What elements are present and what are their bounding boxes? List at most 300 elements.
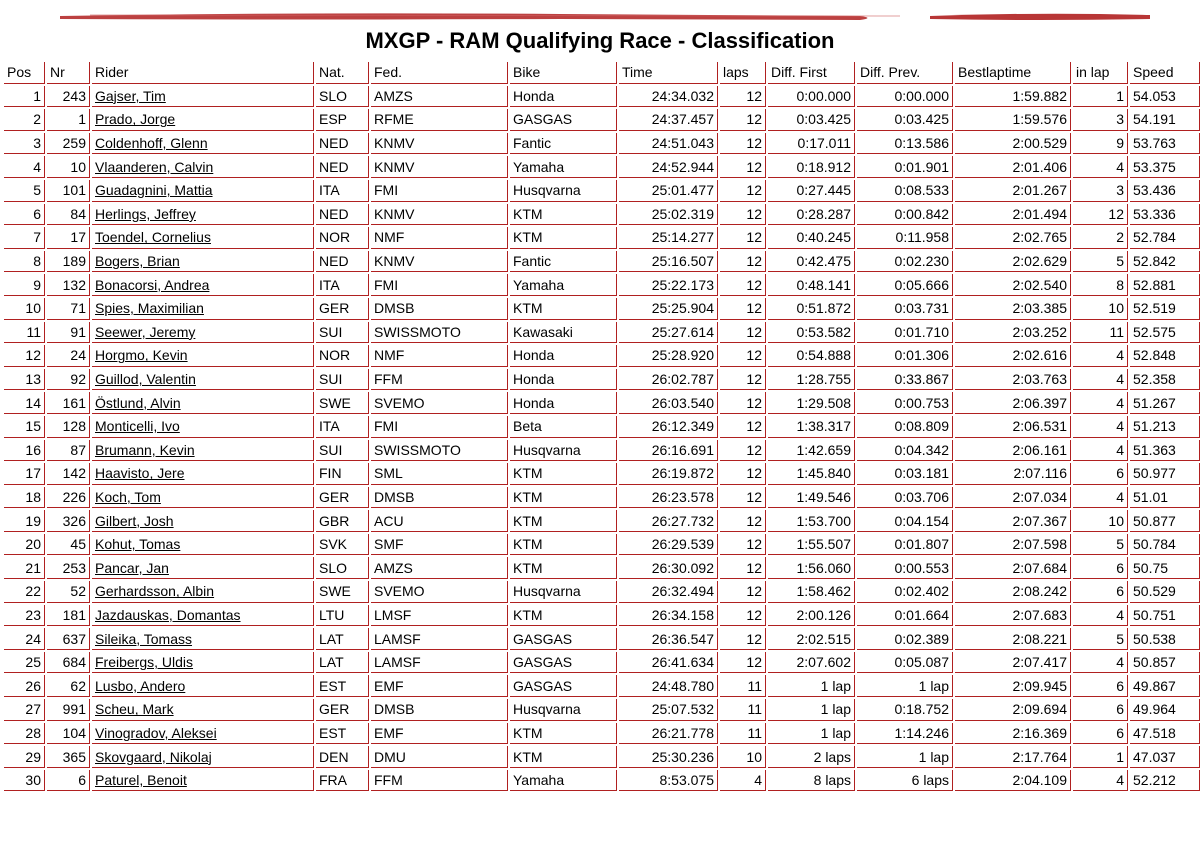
rider-cell xyxy=(92,251,314,273)
diff-prev-cell: 0:08.809 xyxy=(857,416,953,438)
bike-cell: Husqvarna xyxy=(510,581,617,603)
nr-cell: 181 xyxy=(47,605,90,627)
table-row xyxy=(4,605,1200,627)
bestlaptime-cell: 2:03.385 xyxy=(955,298,1071,320)
rider-link[interactable]: Skovgaard, Nikolaj xyxy=(95,748,212,765)
diff-prev-cell: 0:03.181 xyxy=(857,463,953,485)
rider-cell xyxy=(92,605,314,627)
diff-prev-cell: 0:00.553 xyxy=(857,557,953,579)
rider-cell xyxy=(92,628,314,650)
table-row xyxy=(4,369,1200,391)
rider-link[interactable]: Haavisto, Jere xyxy=(95,465,185,482)
fed-cell: SVEMO xyxy=(371,581,508,603)
rider-link[interactable]: Monticelli, Ivo xyxy=(95,418,180,435)
diff-first-cell: 1 lap xyxy=(768,699,855,721)
rider-link[interactable]: Bonacorsi, Andrea xyxy=(95,276,210,293)
diff-first-cell: 1:38.317 xyxy=(768,416,855,438)
fed-cell: LMSF xyxy=(371,605,508,627)
bestlaptime-cell: 2:07.417 xyxy=(955,652,1071,674)
rider-link[interactable]: Seewer, Jeremy xyxy=(95,323,196,340)
in-lap-cell: 5 xyxy=(1073,628,1128,650)
speed-cell: 52.848 xyxy=(1130,345,1200,367)
rider-link[interactable]: Prado, Jorge xyxy=(95,111,176,128)
diff-prev-cell: 0:01.664 xyxy=(857,605,953,627)
fed-cell: EMF xyxy=(371,723,508,745)
in-lap-cell: 4 xyxy=(1073,487,1128,509)
nr-cell: 6 xyxy=(47,770,90,792)
fed-cell: DMSB xyxy=(371,298,508,320)
rider-cell xyxy=(92,770,314,792)
rider-link[interactable]: Jazdauskas, Domantas xyxy=(95,606,241,623)
in-lap-cell: 6 xyxy=(1073,675,1128,697)
in-lap-cell: 2 xyxy=(1073,227,1128,249)
speed-cell: 53.375 xyxy=(1130,156,1200,178)
table-row xyxy=(4,204,1200,226)
time-cell: 25:01.477 xyxy=(619,180,718,202)
table-row xyxy=(4,699,1200,721)
pos-cell: 11 xyxy=(4,322,45,344)
bike-cell: GASGAS xyxy=(510,675,617,697)
pos-cell: 3 xyxy=(4,133,45,155)
diff-first-cell: 0:53.582 xyxy=(768,322,855,344)
rider-link[interactable]: Pancar, Jan xyxy=(95,559,169,576)
nr-cell: 92 xyxy=(47,369,90,391)
time-cell: 26:34.158 xyxy=(619,605,718,627)
rider-cell xyxy=(92,534,314,556)
diff-first-cell: 2 laps xyxy=(768,746,855,768)
table-row xyxy=(4,723,1200,745)
table-row xyxy=(4,251,1200,273)
diff-prev-cell: 0:08.533 xyxy=(857,180,953,202)
fed-cell: LAMSF xyxy=(371,652,508,674)
nat-cell: ITA xyxy=(316,416,369,438)
bike-cell: Fantic xyxy=(510,133,617,155)
diff-prev-cell: 0:11.958 xyxy=(857,227,953,249)
table-row xyxy=(4,770,1200,792)
nr-cell: 128 xyxy=(47,416,90,438)
bestlaptime-cell: 2:02.765 xyxy=(955,227,1071,249)
time-cell: 25:25.904 xyxy=(619,298,718,320)
nat-cell: NED xyxy=(316,251,369,273)
nat-cell: GBR xyxy=(316,510,369,532)
nr-cell: 1 xyxy=(47,109,90,131)
diff-first-cell: 1:49.546 xyxy=(768,487,855,509)
rider-link[interactable]: Coldenhoff, Glenn xyxy=(95,135,208,152)
pos-cell: 19 xyxy=(4,510,45,532)
table-row xyxy=(4,180,1200,202)
diff-prev-cell: 0:02.230 xyxy=(857,251,953,273)
diff-prev-cell: 0:01.710 xyxy=(857,322,953,344)
bestlaptime-cell: 2:17.764 xyxy=(955,746,1071,768)
diff-first-cell: 1:42.659 xyxy=(768,440,855,462)
time-cell: 24:34.032 xyxy=(619,86,718,108)
rider-cell xyxy=(92,298,314,320)
column-header-nr: Nr xyxy=(47,62,90,84)
table-row xyxy=(4,322,1200,344)
diff-prev-cell: 0:03.706 xyxy=(857,487,953,509)
rider-cell xyxy=(92,274,314,296)
laps-cell: 11 xyxy=(720,723,766,745)
column-header-diff-first: Diff. First xyxy=(768,62,855,84)
speed-cell: 50.857 xyxy=(1130,652,1200,674)
rider-cell xyxy=(92,180,314,202)
fed-cell: SVEMO xyxy=(371,392,508,414)
in-lap-cell: 3 xyxy=(1073,109,1128,131)
diff-first-cell: 0:40.245 xyxy=(768,227,855,249)
time-cell: 26:29.539 xyxy=(619,534,718,556)
bestlaptime-cell: 2:02.629 xyxy=(955,251,1071,273)
rider-link[interactable]: Gilbert, Josh xyxy=(95,512,174,529)
rider-link[interactable]: Guillod, Valentin xyxy=(95,371,196,388)
speed-cell: 53.436 xyxy=(1130,180,1200,202)
table-row xyxy=(4,440,1200,462)
nat-cell: FRA xyxy=(316,770,369,792)
diff-first-cell: 0:03.425 xyxy=(768,109,855,131)
bestlaptime-cell: 2:01.267 xyxy=(955,180,1071,202)
in-lap-cell: 3 xyxy=(1073,180,1128,202)
in-lap-cell: 11 xyxy=(1073,322,1128,344)
pos-cell: 7 xyxy=(4,227,45,249)
pos-cell: 12 xyxy=(4,345,45,367)
speed-cell: 50.75 xyxy=(1130,557,1200,579)
bike-cell: KTM xyxy=(510,605,617,627)
speed-cell: 50.877 xyxy=(1130,510,1200,532)
fed-cell: NMF xyxy=(371,345,508,367)
diff-prev-cell: 0:01.807 xyxy=(857,534,953,556)
nat-cell: SUI xyxy=(316,440,369,462)
table-row xyxy=(4,133,1200,155)
table-row xyxy=(4,675,1200,697)
nr-cell: 52 xyxy=(47,581,90,603)
bike-cell: KTM xyxy=(510,557,617,579)
nr-cell: 243 xyxy=(47,86,90,108)
bestlaptime-cell: 2:09.694 xyxy=(955,699,1071,721)
column-header-bestlaptime: Bestlaptime xyxy=(955,62,1071,84)
rider-cell xyxy=(92,652,314,674)
bestlaptime-cell: 2:07.034 xyxy=(955,487,1071,509)
nr-cell: 17 xyxy=(47,227,90,249)
laps-cell: 12 xyxy=(720,440,766,462)
in-lap-cell: 4 xyxy=(1073,605,1128,627)
table-row xyxy=(4,156,1200,178)
time-cell: 25:07.532 xyxy=(619,699,718,721)
in-lap-cell: 5 xyxy=(1073,251,1128,273)
bike-cell: KTM xyxy=(510,510,617,532)
laps-cell: 12 xyxy=(720,628,766,650)
diff-first-cell: 2:07.602 xyxy=(768,652,855,674)
pos-cell: 15 xyxy=(4,416,45,438)
table-row xyxy=(4,557,1200,579)
rider-cell xyxy=(92,581,314,603)
laps-cell: 12 xyxy=(720,227,766,249)
nat-cell: NED xyxy=(316,133,369,155)
pos-cell: 13 xyxy=(4,369,45,391)
rider-link[interactable]: Bogers, Brian xyxy=(95,253,180,270)
laps-cell: 12 xyxy=(720,86,766,108)
pos-cell: 22 xyxy=(4,581,45,603)
pos-cell: 20 xyxy=(4,534,45,556)
pos-cell: 17 xyxy=(4,463,45,485)
rider-link[interactable]: Vlaanderen, Calvin xyxy=(95,158,214,175)
pos-cell: 14 xyxy=(4,392,45,414)
in-lap-cell: 6 xyxy=(1073,723,1128,745)
fed-cell: KNMV xyxy=(371,133,508,155)
rider-cell xyxy=(92,86,314,108)
in-lap-cell: 9 xyxy=(1073,133,1128,155)
time-cell: 25:22.173 xyxy=(619,274,718,296)
speed-cell: 51.01 xyxy=(1130,487,1200,509)
diff-first-cell: 0:18.912 xyxy=(768,156,855,178)
diff-first-cell: 0:42.475 xyxy=(768,251,855,273)
speed-cell: 50.751 xyxy=(1130,605,1200,627)
diff-prev-cell: 0:04.342 xyxy=(857,440,953,462)
pos-cell: 30 xyxy=(4,770,45,792)
rider-link[interactable]: Paturel, Benoit xyxy=(95,772,187,789)
diff-prev-cell: 6 laps xyxy=(857,770,953,792)
fed-cell: EMF xyxy=(371,675,508,697)
fed-cell: NMF xyxy=(371,227,508,249)
column-header-diff-prev: Diff. Prev. xyxy=(857,62,953,84)
diff-prev-cell: 0:05.666 xyxy=(857,274,953,296)
bike-cell: KTM xyxy=(510,227,617,249)
nat-cell: DEN xyxy=(316,746,369,768)
pos-cell: 1 xyxy=(4,86,45,108)
bike-cell: KTM xyxy=(510,298,617,320)
rider-link[interactable]: Kohut, Tomas xyxy=(95,536,181,553)
speed-cell: 50.784 xyxy=(1130,534,1200,556)
in-lap-cell: 4 xyxy=(1073,369,1128,391)
table-row xyxy=(4,746,1200,768)
bestlaptime-cell: 2:09.945 xyxy=(955,675,1071,697)
speed-cell: 50.538 xyxy=(1130,628,1200,650)
bike-cell: Honda xyxy=(510,86,617,108)
in-lap-cell: 4 xyxy=(1073,392,1128,414)
laps-cell: 11 xyxy=(720,675,766,697)
bestlaptime-cell: 1:59.576 xyxy=(955,109,1071,131)
bestlaptime-cell: 2:01.494 xyxy=(955,204,1071,226)
diff-prev-cell: 0:02.402 xyxy=(857,581,953,603)
laps-cell: 12 xyxy=(720,487,766,509)
time-cell: 8:53.075 xyxy=(619,770,718,792)
speed-cell: 52.842 xyxy=(1130,251,1200,273)
in-lap-cell: 6 xyxy=(1073,557,1128,579)
nat-cell: LTU xyxy=(316,605,369,627)
laps-cell: 10 xyxy=(720,746,766,768)
in-lap-cell: 4 xyxy=(1073,416,1128,438)
speed-cell: 52.519 xyxy=(1130,298,1200,320)
pos-cell: 26 xyxy=(4,675,45,697)
rider-link[interactable]: Freibergs, Uldis xyxy=(95,654,194,671)
fed-cell: FFM xyxy=(371,369,508,391)
rider-link[interactable]: Gajser, Tim xyxy=(95,87,166,104)
laps-cell: 12 xyxy=(720,652,766,674)
nr-cell: 253 xyxy=(47,557,90,579)
laps-cell: 12 xyxy=(720,251,766,273)
in-lap-cell: 5 xyxy=(1073,534,1128,556)
pos-cell: 5 xyxy=(4,180,45,202)
bestlaptime-cell: 2:06.397 xyxy=(955,392,1071,414)
rider-link[interactable]: Koch, Tom xyxy=(95,488,161,505)
table-row xyxy=(4,416,1200,438)
bestlaptime-cell: 2:06.531 xyxy=(955,416,1071,438)
speed-cell: 50.529 xyxy=(1130,581,1200,603)
rider-cell xyxy=(92,510,314,532)
laps-cell: 12 xyxy=(720,345,766,367)
time-cell: 25:27.614 xyxy=(619,322,718,344)
time-cell: 26:19.872 xyxy=(619,463,718,485)
rider-link[interactable]: Östlund, Alvin xyxy=(95,394,181,411)
bestlaptime-cell: 2:01.406 xyxy=(955,156,1071,178)
diff-first-cell: 2:00.126 xyxy=(768,605,855,627)
rider-link[interactable]: Sileika, Tomass xyxy=(95,630,193,647)
nat-cell: SWE xyxy=(316,392,369,414)
nr-cell: 62 xyxy=(47,675,90,697)
diff-first-cell: 0:17.011 xyxy=(768,133,855,155)
diff-first-cell: 0:27.445 xyxy=(768,180,855,202)
nat-cell: GER xyxy=(316,699,369,721)
time-cell: 26:36.547 xyxy=(619,628,718,650)
nat-cell: NED xyxy=(316,204,369,226)
bike-cell: Yamaha xyxy=(510,156,617,178)
time-cell: 26:12.349 xyxy=(619,416,718,438)
pos-cell: 4 xyxy=(4,156,45,178)
speed-cell: 54.053 xyxy=(1130,86,1200,108)
laps-cell: 12 xyxy=(720,109,766,131)
bike-cell: Honda xyxy=(510,345,617,367)
rider-link[interactable]: Herlings, Jeffrey xyxy=(95,205,196,222)
speed-cell: 51.267 xyxy=(1130,392,1200,414)
table-row xyxy=(4,109,1200,131)
laps-cell: 11 xyxy=(720,699,766,721)
diff-first-cell: 1:29.508 xyxy=(768,392,855,414)
fed-cell: SWISSMOTO xyxy=(371,322,508,344)
diff-prev-cell: 0:00.842 xyxy=(857,204,953,226)
bike-cell: KTM xyxy=(510,723,617,745)
bike-cell: Husqvarna xyxy=(510,440,617,462)
bestlaptime-cell: 2:03.763 xyxy=(955,369,1071,391)
in-lap-cell: 4 xyxy=(1073,156,1128,178)
diff-prev-cell: 1:14.246 xyxy=(857,723,953,745)
bike-cell: Husqvarna xyxy=(510,180,617,202)
column-header-nat: Nat. xyxy=(316,62,369,84)
nr-cell: 259 xyxy=(47,133,90,155)
diff-first-cell: 1:58.462 xyxy=(768,581,855,603)
diff-first-cell: 1:28.755 xyxy=(768,369,855,391)
diff-first-cell: 1:45.840 xyxy=(768,463,855,485)
rider-cell xyxy=(92,345,314,367)
fed-cell: RFME xyxy=(371,109,508,131)
nr-cell: 101 xyxy=(47,180,90,202)
rider-link[interactable]: Vinogradov, Aleksei xyxy=(95,724,217,741)
rider-link[interactable]: Guadagnini, Mattia xyxy=(95,182,213,199)
rider-link[interactable]: Lusbo, Andero xyxy=(95,677,186,694)
diff-prev-cell: 0:00.753 xyxy=(857,392,953,414)
nr-cell: 104 xyxy=(47,723,90,745)
table-row xyxy=(4,345,1200,367)
nat-cell: ITA xyxy=(316,180,369,202)
column-header-time: Time xyxy=(619,62,718,84)
time-cell: 24:48.780 xyxy=(619,675,718,697)
rider-link[interactable]: Scheu, Mark xyxy=(95,701,174,718)
pos-cell: 18 xyxy=(4,487,45,509)
diff-prev-cell: 0:02.389 xyxy=(857,628,953,650)
diff-prev-cell: 0:01.306 xyxy=(857,345,953,367)
diff-first-cell: 0:28.287 xyxy=(768,204,855,226)
diff-first-cell: 0:48.141 xyxy=(768,274,855,296)
rider-link[interactable]: Brumann, Kevin xyxy=(95,441,195,458)
bike-cell: KTM xyxy=(510,463,617,485)
diff-first-cell: 2:02.515 xyxy=(768,628,855,650)
laps-cell: 4 xyxy=(720,770,766,792)
table-header-row xyxy=(4,62,1200,84)
bike-cell: Honda xyxy=(510,392,617,414)
diff-prev-cell: 0:00.000 xyxy=(857,86,953,108)
bike-cell: KTM xyxy=(510,487,617,509)
in-lap-cell: 6 xyxy=(1073,463,1128,485)
column-header-fed: Fed. xyxy=(371,62,508,84)
rider-link[interactable]: Spies, Maximilian xyxy=(95,300,204,317)
fed-cell: DMSB xyxy=(371,699,508,721)
time-cell: 26:21.778 xyxy=(619,723,718,745)
nat-cell: SWE xyxy=(316,581,369,603)
page-title: MXGP - RAM Qualifying Race - Classification xyxy=(365,28,835,53)
nat-cell: SUI xyxy=(316,369,369,391)
nat-cell: NOR xyxy=(316,345,369,367)
time-cell: 25:30.236 xyxy=(619,746,718,768)
nat-cell: EST xyxy=(316,675,369,697)
nr-cell: 142 xyxy=(47,463,90,485)
header-banner xyxy=(0,0,1200,28)
diff-first-cell: 1 lap xyxy=(768,675,855,697)
table-row xyxy=(4,628,1200,650)
time-cell: 26:27.732 xyxy=(619,510,718,532)
laps-cell: 12 xyxy=(720,392,766,414)
nr-cell: 326 xyxy=(47,510,90,532)
pos-cell: 25 xyxy=(4,652,45,674)
laps-cell: 12 xyxy=(720,416,766,438)
diff-prev-cell: 0:04.154 xyxy=(857,510,953,532)
speed-cell: 53.763 xyxy=(1130,133,1200,155)
speed-cell: 50.977 xyxy=(1130,463,1200,485)
nat-cell: SLO xyxy=(316,557,369,579)
in-lap-cell: 6 xyxy=(1073,581,1128,603)
rider-link[interactable]: Gerhardsson, Albin xyxy=(95,583,215,600)
bike-cell: GASGAS xyxy=(510,652,617,674)
diff-first-cell: 1:53.700 xyxy=(768,510,855,532)
in-lap-cell: 4 xyxy=(1073,345,1128,367)
table-row xyxy=(4,298,1200,320)
time-cell: 25:02.319 xyxy=(619,204,718,226)
diff-prev-cell: 1 lap xyxy=(857,675,953,697)
diff-first-cell: 1 lap xyxy=(768,723,855,745)
bike-cell: Yamaha xyxy=(510,274,617,296)
table-body xyxy=(4,86,1200,792)
in-lap-cell: 4 xyxy=(1073,770,1128,792)
nr-cell: 45 xyxy=(47,534,90,556)
rider-cell xyxy=(92,204,314,226)
rider-cell xyxy=(92,557,314,579)
in-lap-cell: 10 xyxy=(1073,510,1128,532)
rider-cell xyxy=(92,746,314,768)
rider-link[interactable]: Horgmo, Kevin xyxy=(95,347,188,364)
speed-cell: 51.213 xyxy=(1130,416,1200,438)
rider-link[interactable]: Toendel, Cornelius xyxy=(95,229,211,246)
nr-cell: 71 xyxy=(47,298,90,320)
time-cell: 26:41.634 xyxy=(619,652,718,674)
bike-cell: Honda xyxy=(510,369,617,391)
time-cell: 26:32.494 xyxy=(619,581,718,603)
time-cell: 25:28.920 xyxy=(619,345,718,367)
